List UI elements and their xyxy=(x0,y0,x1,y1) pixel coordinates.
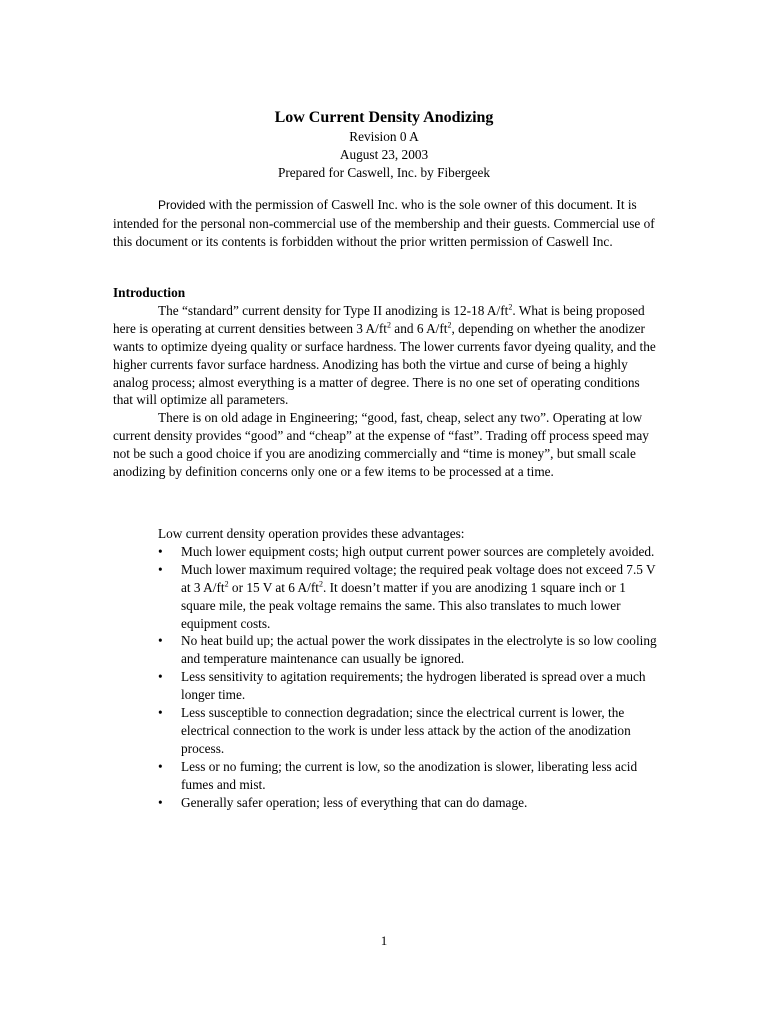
bullet-icon: • xyxy=(158,633,163,649)
bullet-icon: • xyxy=(158,758,163,774)
list-item-text: Much lower maximum required voltage; the required peak voltage does not exceed 7.5 V at 3 A/ft xyxy=(181,561,656,595)
revision-line: Revision 0 A xyxy=(349,129,419,144)
superscript: 2 xyxy=(318,579,323,589)
list-item xyxy=(158,704,658,758)
advantages-section xyxy=(113,525,658,812)
list-item-text: Less susceptible to connection degradation; since the electrical current is lower, the electrical connection to the work is under less attack by the action of the anodization process. xyxy=(181,705,631,756)
superscript: 2 xyxy=(386,320,391,330)
list-item-text: No heat build up; the actual power the work dissipates in the electrolyte is so low cooling and temperature maintenance can usually be ignored. xyxy=(181,633,657,667)
list-item xyxy=(158,668,658,704)
list-item xyxy=(158,561,658,633)
advantages-list xyxy=(113,543,658,812)
bullet-icon: • xyxy=(158,794,163,810)
bullet-icon: • xyxy=(158,705,163,721)
list-item xyxy=(158,758,658,794)
superscript: 2 xyxy=(447,320,452,330)
list-item-text: Less or no fuming; the current is low, so the anodization is slower, liberating less acid fumes and mist. xyxy=(181,758,638,792)
list-item xyxy=(158,794,658,812)
date-line: August 23, 2003 xyxy=(339,147,429,162)
intro-p1-text-c: and 6 A/ft xyxy=(390,320,448,336)
list-item-text: Less sensitivity to agitation requirements; the hydrogen liberated is spread over a much longer time. xyxy=(181,669,646,703)
list-item xyxy=(158,543,658,561)
permission-lead-word: Provided xyxy=(158,198,206,212)
introduction-paragraph-2: There is on old adage in Engineering; “good, fast, cheap, select any two”. Operating at low current density provides “good” and “cheap” at the expense of “fast”. Trading off process speed may not be such a good choice if you are anodizing commercially and “time is money”, but small scale anodizing by definition concerns only one or a few items to be processed at a time. xyxy=(113,410,649,480)
introduction-heading: Introduction xyxy=(113,285,186,300)
permission-text: with the permission of Caswell Inc. who is the sole owner of this document. It is intended for the personal non-commercial use of the membership and their guests. Commercial use of this document or its contents is forbidden without the prior written permission of Caswell Inc. xyxy=(113,197,655,249)
bullet-icon: • xyxy=(158,543,163,559)
list-item-text: Much lower equipment costs; high output current power sources are completely avoided. xyxy=(181,543,655,559)
intro-p1-text-a: The “standard” current density for Type II anodizing is 12-18 A/ft xyxy=(158,302,509,318)
intro-p1-text-d: , depending on whether the anodizer wants to optimize dyeing quality or surface hardness. The lower currents favor dyeing quality, and the higher currents favor surface hardness. Anodizing has both the virtue and curse of being a highly analog process; almost everything is a matter of degree. There is no one set of operating conditions that will optimize all parameters. xyxy=(113,320,656,408)
advantages-intro: Low current density operation provides these advantages: xyxy=(158,526,465,541)
superscript: 2 xyxy=(224,579,229,589)
superscript: 2 xyxy=(508,302,513,312)
list-item xyxy=(158,632,658,668)
list-item-text: . It doesn’t matter if you are anodizing 1 square inch or 1 square mile, the peak voltage remains the same. This also translates to much lower equipment costs. xyxy=(181,579,626,631)
bullet-icon: • xyxy=(158,669,163,685)
list-item-text: Generally safer operation; less of everything that can do damage. xyxy=(181,794,528,810)
intro-p1-text-b: . What is being proposed here is operating at current densities between 3 A/ft xyxy=(113,302,645,336)
prepared-for-line: Prepared for Caswell, Inc. by Fibergeek xyxy=(277,165,491,180)
permission-paragraph xyxy=(113,196,658,251)
page-number: 1 xyxy=(380,933,388,948)
document-header xyxy=(0,108,768,182)
bullet-icon: • xyxy=(158,561,163,577)
document-title: Low Current Density Anodizing xyxy=(274,109,494,126)
introduction-section xyxy=(113,284,658,481)
list-item-text: or 15 V at 6 A/ft xyxy=(228,579,319,595)
introduction-paragraph-1 xyxy=(113,302,658,409)
